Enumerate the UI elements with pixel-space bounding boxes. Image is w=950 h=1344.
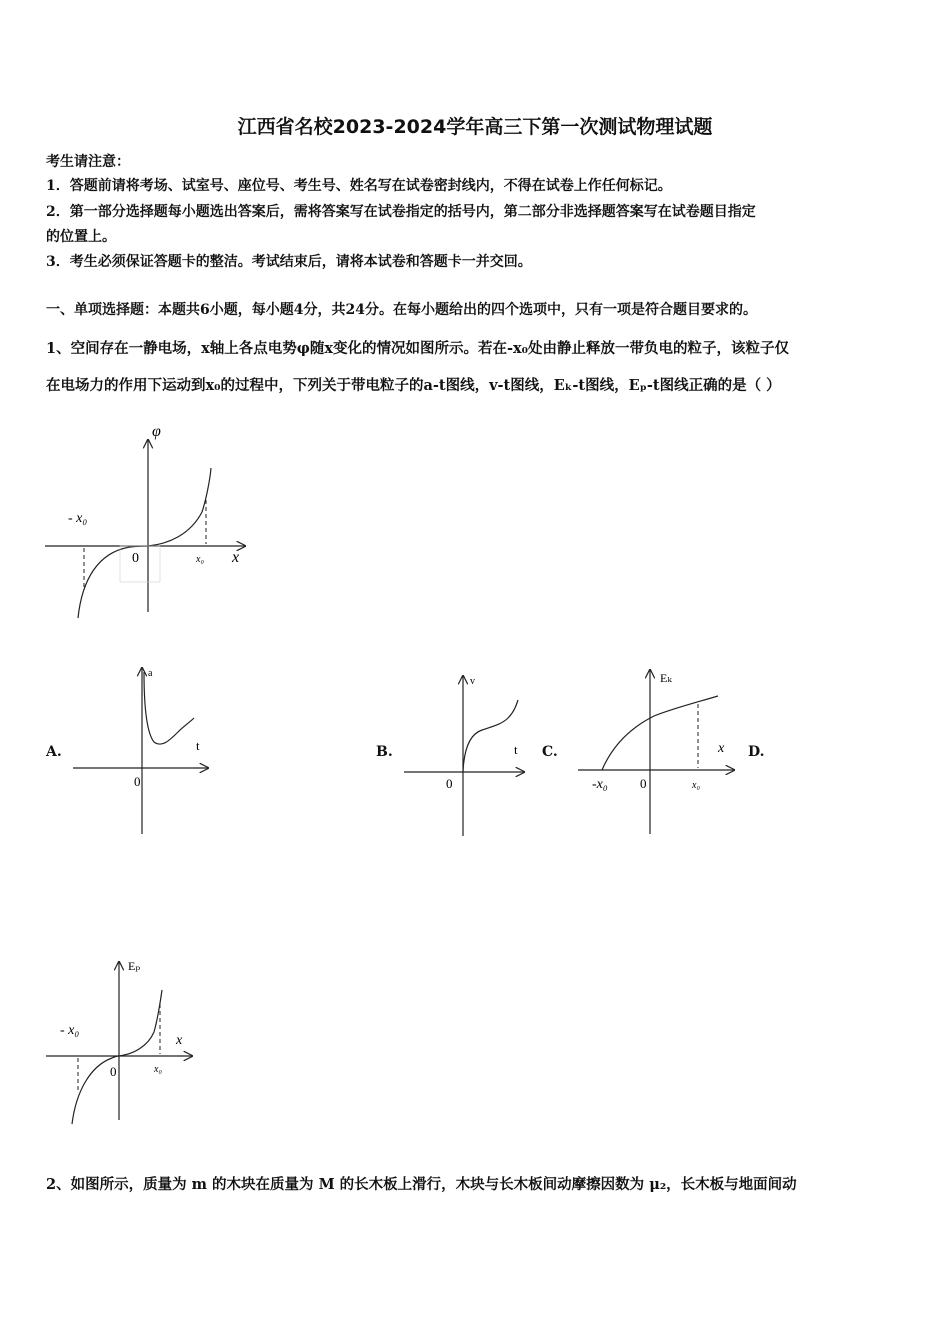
phi-curve [78, 468, 211, 618]
option-c-y-label: Eₖ [660, 671, 672, 685]
question-2-line-1: 2、如图所示，质量为 m 的木块在质量为 M 的长木板上滑行，木块与长木板间动摩擦因数为 μ₂，长木板与地面间动 [46, 1176, 797, 1193]
option-a-letter[interactable]: A. [46, 744, 62, 760]
ep-curve [72, 990, 162, 1124]
option-a-graph[interactable] [68, 660, 218, 840]
notice-item-3: 3．考生必须保证答题卡的整洁。考试结束后，请将本试卷和答题卡一并交回。 [46, 254, 532, 270]
option-b-letter[interactable]: B. [376, 744, 393, 760]
question-1-line-2: 在电场力的作用下运动到x₀的过程中，下列关于带电粒子的a-t图线，v-t图线，Eₖ-t图线，Eₚ-t图线正确的是（ ） [46, 377, 781, 394]
option-c-graph[interactable] [574, 662, 744, 840]
origin-label: 0 [132, 551, 139, 566]
section-heading: 一、单项选择题：本题共6小题，每小题4分，共24分。在每小题给出的四个选项中，只有一项是符合题目要求的。 [46, 302, 757, 318]
notice-item-2: 2．第一部分选择题每小题选出答案后，需将答案写在试卷指定的括号内，第二部分非选择题答案写在试卷题目指定 [46, 204, 756, 220]
notice-item-2-cont: 的位置上。 [46, 229, 116, 245]
option-a-origin: 0 [134, 774, 141, 789]
phi-x-graph [40, 420, 260, 625]
option-d-x-label: x [176, 1033, 183, 1048]
option-b-origin: 0 [446, 776, 453, 791]
a-t-curve [144, 672, 194, 744]
option-c-pos-x0: x₀ [692, 780, 700, 791]
option-b-x-label: t [514, 742, 518, 757]
option-c-x-label: x [718, 741, 725, 756]
option-d-pos-x0: x₀ [154, 1064, 162, 1075]
option-c-letter[interactable]: C. [542, 744, 558, 760]
x-axis-label: x [232, 549, 240, 566]
question-1-line-1: 1、空间存在一静电场，x轴上各点电势φ随x变化的情况如图所示。若在-x₀处由静止释放一带负电的粒子，该粒子仅 [46, 340, 790, 357]
y-axis-label: φ [152, 423, 161, 440]
notice-heading: 考生请注意： [46, 154, 130, 170]
option-b-y-label: v [470, 676, 475, 687]
option-a-y-label: a [148, 668, 153, 679]
option-c-origin: 0 [640, 776, 647, 791]
page-title: 江西省名校2023-2024学年高三下第一次测试物理试题 [237, 116, 713, 138]
pos-x0-label: x₀ [196, 554, 204, 565]
option-d-letter[interactable]: D. [748, 744, 765, 760]
option-d-graph[interactable] [42, 952, 202, 1128]
option-c-neg-x0: -x₀ [592, 777, 608, 792]
option-d-neg-x0: - x₀ [60, 1023, 80, 1038]
option-d-origin: 0 [110, 1064, 117, 1079]
neg-x0-label: - x₀ [68, 511, 88, 526]
notice-item-1: 1．答题前请将考场、试室号、座位号、考生号、姓名写在试卷密封线内，不得在试卷上作任何标记。 [46, 178, 672, 194]
ek-curve [602, 696, 718, 770]
v-t-curve [463, 700, 518, 772]
option-d-y-label: Eₚ [128, 959, 141, 973]
option-b-graph[interactable] [398, 668, 534, 840]
option-a-x-label: t [196, 738, 200, 753]
